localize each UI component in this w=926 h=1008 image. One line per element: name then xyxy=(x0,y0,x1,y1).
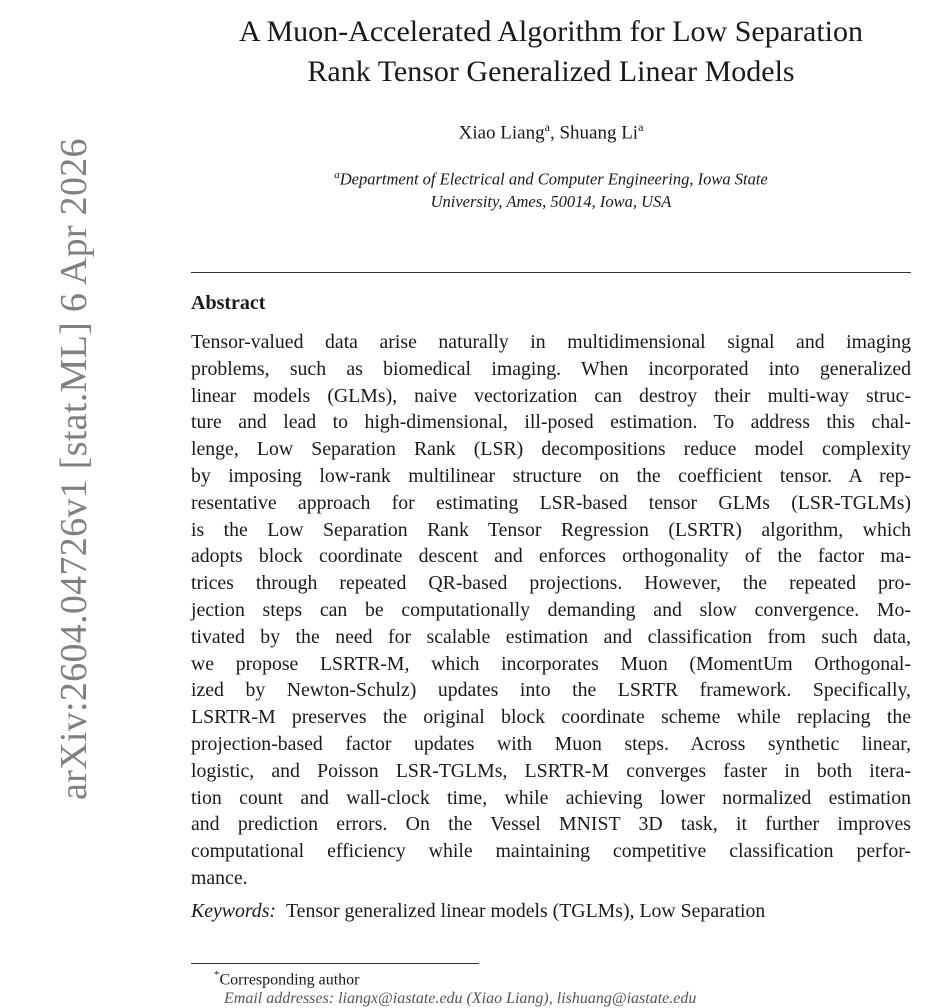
abstract-line: projection-based factor updates with Muon steps. Across synthetic linear, xyxy=(191,732,911,755)
abstract-line: adopts block coordinate descent and enforces orthogonality of the factor ma- xyxy=(191,545,911,568)
author-name: Shuang Li xyxy=(559,122,639,144)
footnote-mark: * xyxy=(214,969,220,981)
email-addresses: Email addresses: liangx@iastate.edu (Xiao Liang), lishuang@iastate.edu xyxy=(224,990,697,1007)
title-line-2: Rank Tensor Generalized Linear Models xyxy=(307,55,795,88)
abstract-line: problems, such as biomedical imaging. When incorporated into generalized xyxy=(191,357,911,380)
abstract-body xyxy=(191,329,911,892)
abstract-heading: Abstract xyxy=(191,292,266,314)
author-separator: , xyxy=(549,122,560,144)
footnote-rule xyxy=(191,963,479,964)
abstract-line: ized by Newton-Schulz) updates into the LSRTR framework. Specifically, xyxy=(191,679,911,702)
abstract-line: we propose LSRTR-M, which incorporates Muon (MomentUm Orthogonal- xyxy=(191,652,911,675)
abstract-line: LSRTR-M preserves the original block coordinate scheme while replacing the xyxy=(191,706,911,729)
abstract-line: logistic, and Poisson LSR-TGLMs, LSRTR-M converges faster in both itera- xyxy=(191,759,911,782)
affiliation-line-2: University, Ames, 50014, Iowa, USA xyxy=(430,191,672,211)
abstract-line: is the Low Separation Rank Tensor Regression (LSRTR) algorithm, which xyxy=(191,518,911,541)
author-name: Xiao Liang xyxy=(458,122,545,144)
author-affil-mark: a xyxy=(638,120,644,134)
abstract-line: computational efficiency while maintaining competitive classification perfor- xyxy=(191,840,911,863)
abstract-line: resentative approach for estimating LSR-based tensor GLMs (LSR-TGLMs) xyxy=(191,491,911,514)
keywords-label: Keywords: xyxy=(191,900,276,922)
arxiv-identifier xyxy=(18,138,95,844)
paper-title xyxy=(191,12,911,92)
affiliation-mark: a xyxy=(334,169,340,181)
arxiv-id-text: arXiv:2604.04726v1 [stat.ML] 6 Apr 2026 xyxy=(53,138,95,800)
abstract-line: tion count and wall-clock time, while achieving lower normalized estimation xyxy=(191,786,911,809)
footnote-text: Corresponding author xyxy=(219,971,360,989)
abstract-line: linear models (GLMs), naive vectorization can destroy their multi-way struc- xyxy=(191,384,911,407)
header-rule xyxy=(191,272,911,273)
abstract-line: mance. xyxy=(191,866,248,889)
affiliation xyxy=(191,164,911,213)
affiliation-line-1: Department of Electrical and Computer Engineering, Iowa State xyxy=(339,169,768,189)
abstract-line: lenge, Low Separation Rank (LSR) decompositions reduce model complexity xyxy=(191,438,911,461)
abstract-line: and prediction errors. On the Vessel MNIST 3D task, it further improves xyxy=(191,813,911,836)
author-affil-mark: a xyxy=(544,120,550,134)
footnote xyxy=(214,969,359,989)
abstract-line: ture and lead to high-dimensional, ill-posed estimation. To address this chal- xyxy=(191,411,911,434)
abstract-line: by imposing low-rank multilinear structure on the coefficient tensor. A rep- xyxy=(191,464,911,487)
abstract-line: Tensor-valued data arise naturally in multidimensional signal and imaging xyxy=(191,331,911,353)
keywords xyxy=(191,900,765,923)
author-list xyxy=(191,120,911,144)
keywords-text: Tensor generalized linear models (TGLMs), Low Separation xyxy=(285,900,766,922)
abstract-line: tivated by the need for scalable estimation and classification from such data, xyxy=(191,625,911,648)
abstract-line: jection steps can be computationally demanding and slow convergence. Mo- xyxy=(191,598,911,621)
abstract-line: trices through repeated QR-based projections. However, the repeated pro- xyxy=(191,572,911,595)
title-line-1: A Muon-Accelerated Algorithm for Low Separation xyxy=(239,15,863,48)
